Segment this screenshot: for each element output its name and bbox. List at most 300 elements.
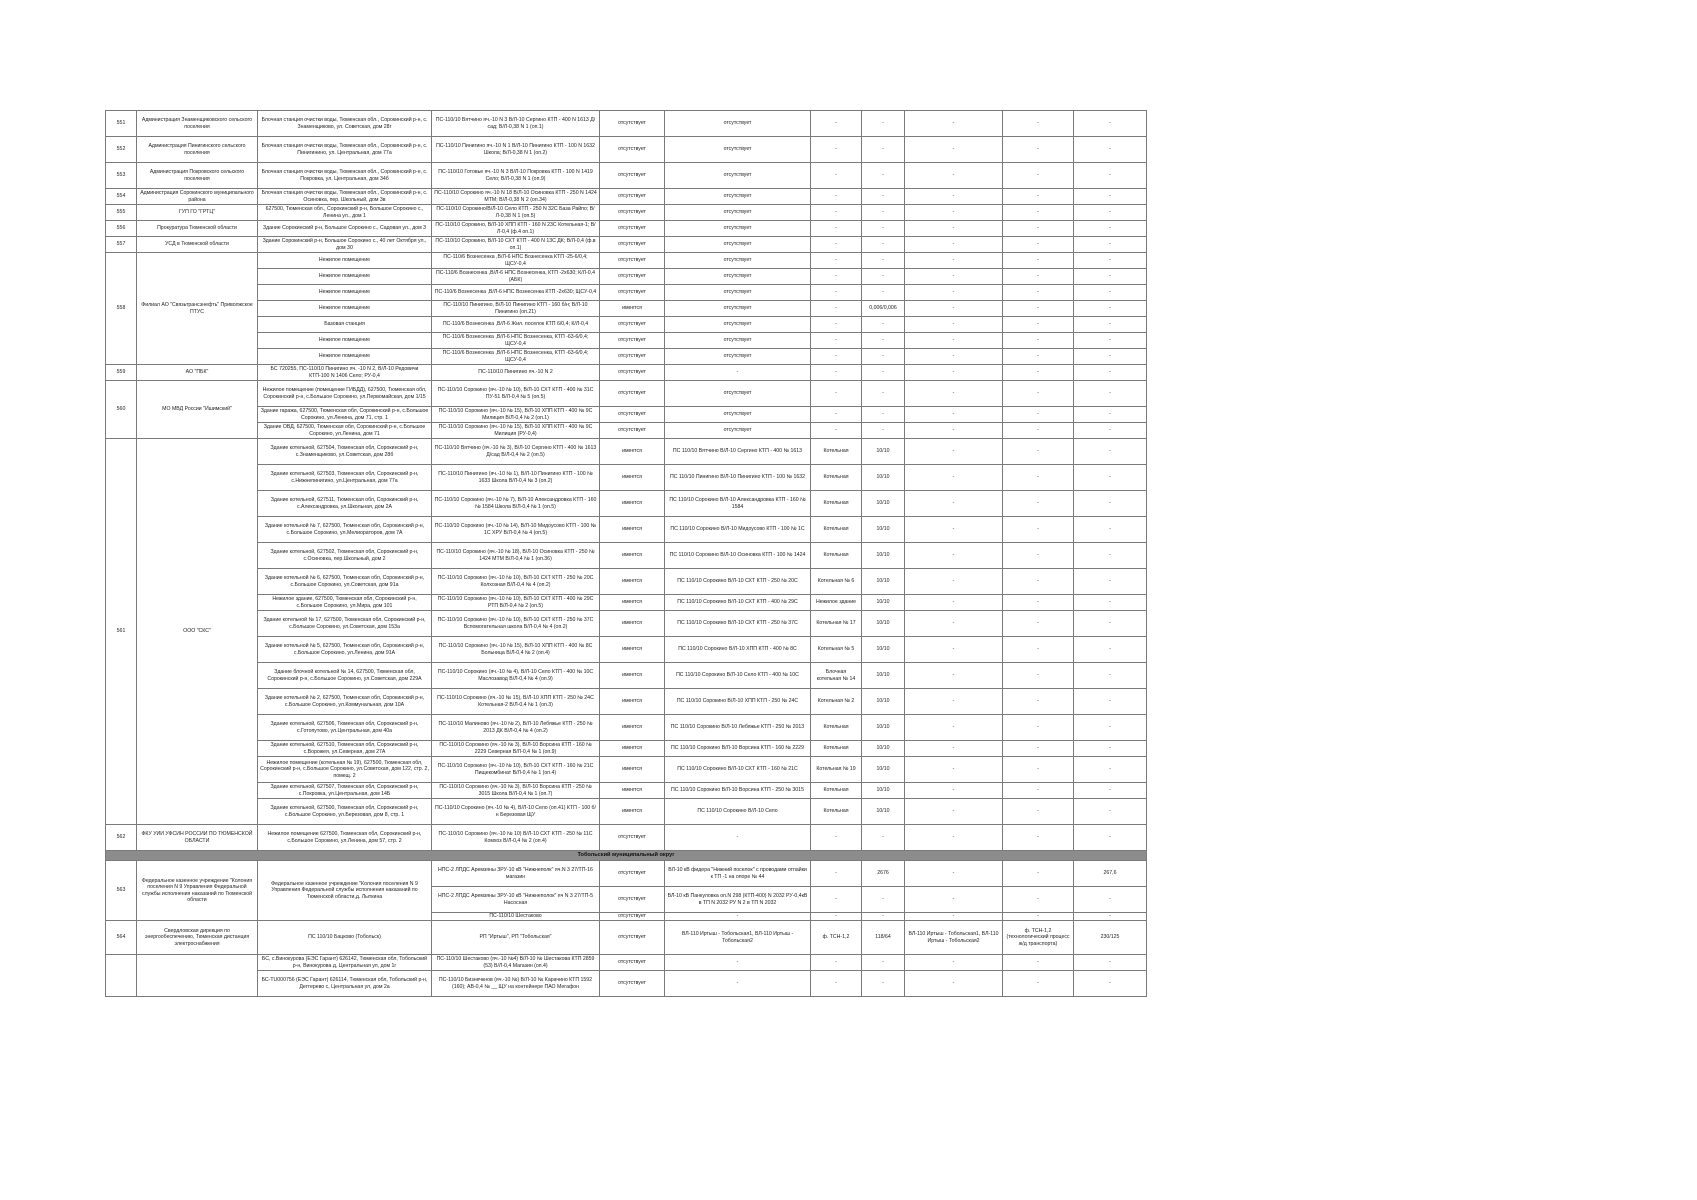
table-cell: Нежилое помещение (помещение ГИБДД), 627500, Тюменская обл, Сорокинский р-н, с.Большое Сорокино, ул.Первомайская, дом 1/15 <box>258 381 432 407</box>
data-table <box>105 110 1147 997</box>
table-cell: отсутствует <box>600 269 665 285</box>
table-cell: - <box>905 317 1003 333</box>
table-cell: - <box>905 333 1003 349</box>
table-cell: - <box>1074 757 1147 783</box>
table-cell: - <box>1003 783 1074 799</box>
table-cell: Здание котельной № 2, 627500, Тюменская обл, Сорокинский р-н, с.Большое Сорокино, ул.Коммунальная, дом 10А <box>258 689 432 715</box>
table-cell: 0,006/0,006 <box>862 301 905 317</box>
table-cell: отсутствует <box>600 205 665 221</box>
table-cell: 560 <box>106 381 137 439</box>
table-cell: - <box>1003 237 1074 253</box>
table-cell: ПС-110/10 Сорокино (яч.-10 № 10) В/Л-10 СХТ КТП - 250 № 11С Комхоз В/Л-0,4 № 2 (оп.4) <box>432 825 600 851</box>
table-cell: - <box>905 491 1003 517</box>
table-cell: - <box>905 269 1003 285</box>
table-row <box>106 637 1147 663</box>
table-cell: ПС-110/6 Вознесенка ,В/Л-6 НПС Вознесенка КТП -25-6/0,4; ЩСУ-0,4 <box>432 253 600 269</box>
table-cell: - <box>1003 611 1074 637</box>
table-cell: - <box>905 971 1003 997</box>
table-cell: ПС-110/10 Пинигино (яч.-10 № 1), В/Л-10 Пинигино КТП - 100 № 1633 Школа В/Л-0,4 № 3 (оп.2) <box>432 465 600 491</box>
table-cell: Здание котельной № 5, 627500, Тюменская обл, Сорокинский р-н, с.Большое Сорокино, ул.Ленина, дом 91А <box>258 637 432 663</box>
table-cell: - <box>811 407 862 423</box>
table-cell: - <box>1003 689 1074 715</box>
table-cell: Нежилое помещение (котельная № 19), 627500, Тюменская обл, Сорокинский р-н, с.Большое Сорокино, ул.Советская, дом 122, стр. 2, помещ. 2 <box>258 757 432 783</box>
table-cell: Базовая станция <box>258 317 432 333</box>
table-cell: - <box>811 163 862 189</box>
table-cell: отсутствует <box>600 825 665 851</box>
table-cell: Администрация Сорокинского муниципального района <box>137 189 258 205</box>
table-cell: - <box>811 301 862 317</box>
table-cell: Блочная станция очистки воды, Тюменская обл., Сорокинский р-н, с. Покровка, ул. Центральная, дом 34б <box>258 163 432 189</box>
table-cell: 2676 <box>862 861 905 887</box>
table-cell: 10/10 <box>862 595 905 611</box>
table-cell: УСД в Тюменской области <box>137 237 258 253</box>
table-cell: имеется <box>600 611 665 637</box>
table-cell: - <box>862 913 905 921</box>
table-cell: Здание котельной № 6, 627500, Тюменская обл, Сорокинский р-н, с.Большое Сорокино, ул.Советская, дом 91а <box>258 569 432 595</box>
table-row <box>106 285 1147 301</box>
table-cell: - <box>1074 163 1147 189</box>
table-cell: - <box>1003 189 1074 205</box>
table-cell: - <box>1074 111 1147 137</box>
table-row <box>106 741 1147 757</box>
table-cell: АО "ПБК" <box>137 365 258 381</box>
table-cell: МО МВД России "Ишимский" <box>137 381 258 439</box>
table-cell: - <box>1003 569 1074 595</box>
table-cell: Котельная <box>811 741 862 757</box>
table-cell: - <box>665 955 811 971</box>
table-cell: - <box>1074 301 1147 317</box>
table-cell: ПС-110/10 Сорокино (яч.-10 № 10), В/Л-10 СХТ КТП - 160 № 21С Пищекомбинат В/Л-0,4 № 1 (оп.4) <box>432 757 600 783</box>
table-row <box>106 921 1147 955</box>
table-cell: отсутствует <box>600 189 665 205</box>
table-cell: Здание блочной котельной № 14, 627500, Тюменская обл, Сорокинский р-н, с.Большое Сорокино, ул.Советская, дом 229А <box>258 663 432 689</box>
table-cell: - <box>811 861 862 887</box>
table-cell: ВЛ-110 Иртыш - Тобольская1, ВЛ-110 Иртыш - Тобольская2 <box>905 921 1003 955</box>
table-cell: отсутствует <box>665 237 811 253</box>
table-cell: - <box>905 349 1003 365</box>
table-cell: имеется <box>600 637 665 663</box>
table-cell: - <box>1003 491 1074 517</box>
table-cell: ПС-110/10 Сорокино/В/Л-10 Село КТП - 250 N 32С База Райпо; В/Л-0,38 N 1 (оп.5) <box>432 205 600 221</box>
table-cell: - <box>1074 955 1147 971</box>
table-cell: - <box>665 365 811 381</box>
table-cell: - <box>905 663 1003 689</box>
table-cell: Филиал АО "Связьтрансэнефть" Приволжское ПТУС <box>137 253 258 365</box>
table-cell: ПС 110/10 Пинигино В/Л-10 Пинигино КТП - 100 № 1632 <box>665 465 811 491</box>
table-cell: - <box>905 799 1003 825</box>
table-cell: Котельная <box>811 799 862 825</box>
table-cell: Здание котельной, 627504, Тюменская обл, Сорокинский р-н, с.Знаменщиково, ул.Советская, дом 28б <box>258 439 432 465</box>
table-cell: - <box>905 913 1003 921</box>
table-cell: ПС 110/10 Сорокино В/Л-10 ХПП КТП - 400 № 8С <box>665 637 811 663</box>
table-cell: - <box>905 689 1003 715</box>
table-cell: 558 <box>106 253 137 365</box>
table-cell: - <box>1074 285 1147 301</box>
table-cell: ПС-110/10 Сорокино, В/Л-10 ХПП КТП - 160 N 23С Котельная-1; В/Л-0,4 (ф.4 оп.1) <box>432 221 600 237</box>
table-cell: - <box>905 825 1003 851</box>
table-row <box>106 955 1147 971</box>
table-cell: ПС-110/6 Вознесенка ,В/Л-6 Жил. поселок КТП 6/0,4; К/Л-0,4 <box>432 317 600 333</box>
table-cell: НПС-2 ЛПДС Аремзяны ЗРУ-10 кВ "Нижнеполк" яч.N 3 27/ТП-16 магазин <box>432 861 600 887</box>
table-cell: - <box>1003 861 1074 887</box>
table-row <box>106 439 1147 465</box>
table-cell: 118/64 <box>862 921 905 955</box>
table-cell <box>106 955 137 997</box>
table-cell: - <box>811 111 862 137</box>
table-cell: - <box>905 365 1003 381</box>
table-cell: отсутствует <box>600 861 665 887</box>
table-cell: - <box>905 465 1003 491</box>
table-cell: Здание котельной, 627510, Тюменская обл, Сорокинский р-н, с.Ворожея, ул.Северная, дом 27А <box>258 741 432 757</box>
table-cell: отсутствует <box>665 253 811 269</box>
table-cell: - <box>811 887 862 913</box>
table-cell: - <box>1074 783 1147 799</box>
table-cell: - <box>862 825 905 851</box>
table-cell: - <box>862 163 905 189</box>
table-cell: - <box>905 637 1003 663</box>
table-cell: - <box>1074 365 1147 381</box>
table-cell: Администрация Покровского сельского поселения <box>137 163 258 189</box>
table-row <box>106 317 1147 333</box>
table-cell: Здание котельной, 627506, Тюменская обл, Сорокинский р-н, с.Готопутово, ул.Центральная, дом 40а <box>258 715 432 741</box>
table-cell: ПС 110/10 Сорокино В/Л-10 Село КТП - 400 № 10С <box>665 663 811 689</box>
table-cell: - <box>665 825 811 851</box>
table-row <box>106 253 1147 269</box>
table-row <box>106 221 1147 237</box>
table-cell: - <box>811 317 862 333</box>
table-cell: отсутствует <box>600 423 665 439</box>
table-cell: отсутствует <box>600 887 665 913</box>
table-cell: - <box>811 913 862 921</box>
table-cell: отсутствует <box>665 285 811 301</box>
table-cell: - <box>1003 637 1074 663</box>
table-cell: ВЛ-10 кВ фидера "Нижний поселок" с проводами отпайки к ТП -1 на опоре № 44 <box>665 861 811 887</box>
table-cell: отсутствует <box>665 163 811 189</box>
table-cell: 627500, Тюменская обл., Сорокинский р-н, Большое Сорокино с., Ленина ул., дом 1 <box>258 205 432 221</box>
table-cell: ПС-110/10 Сорокино (яч.-10 № 10), В/Л-10 СХТ КТП - 250 № 37С Вспомогательная школа В/Л-0,4 № 4 (оп.2) <box>432 611 600 637</box>
table-cell: имеется <box>600 689 665 715</box>
table-cell: имеется <box>600 543 665 569</box>
table-cell: - <box>862 381 905 407</box>
table-cell: - <box>1003 663 1074 689</box>
table-cell: 552 <box>106 137 137 163</box>
table-cell: - <box>1074 741 1147 757</box>
table-cell: имеется <box>600 439 665 465</box>
table-row <box>106 569 1147 595</box>
table-cell: - <box>862 205 905 221</box>
table-cell: отсутствует <box>665 205 811 221</box>
table-cell: - <box>905 163 1003 189</box>
table-cell: ПС 110/10 Сорокино В/Л-10 ХПП КТП - 250 № 24С <box>665 689 811 715</box>
table-row <box>106 851 1147 861</box>
table-cell: - <box>862 137 905 163</box>
table-cell: Здание котельной № 7, 627500, Тюменская обл, Сорокинский р-н, с.Большое Сорокино, ул.Мелиораторов, дом 7А <box>258 517 432 543</box>
table-cell: ВЛ-110 Иртыш - Тобольская1, ВЛ-110 Иртыш - Тобольская2 <box>665 921 811 955</box>
table-row <box>106 365 1147 381</box>
table-row <box>106 465 1147 491</box>
table-cell: отсутствует <box>665 221 811 237</box>
table-cell: - <box>1003 137 1074 163</box>
table-cell: - <box>905 407 1003 423</box>
table-cell: - <box>1003 205 1074 221</box>
table-cell: - <box>811 253 862 269</box>
spreadsheet-page <box>105 110 1147 997</box>
table-cell: НПС-2 ЛПДС Аремзяны ЗРУ-10 кВ "Нижнеполок" яч N 3 27/ТП-5 Насосная <box>432 887 600 913</box>
table-cell: - <box>1003 741 1074 757</box>
table-cell: ПС-110/10 Сорокино (яч.-10 № 15), В/Л-10 ХПП КТП - 400 № 9С Милиция (РУ-0,4) <box>432 423 600 439</box>
table-row <box>106 491 1147 517</box>
table-cell: - <box>1074 465 1147 491</box>
table-cell: Нежилое помещение <box>258 333 432 349</box>
table-row <box>106 423 1147 439</box>
table-cell: - <box>811 825 862 851</box>
table-cell: Котельная № 6 <box>811 569 862 595</box>
table-cell: - <box>811 349 862 365</box>
table-cell: - <box>905 569 1003 595</box>
table-cell: - <box>905 715 1003 741</box>
table-row <box>106 349 1147 365</box>
table-cell: - <box>1074 205 1147 221</box>
table-cell: ПС 110/10 Сорокино В/Л-10 Осиновка КТП - 100 № 1424 <box>665 543 811 569</box>
table-cell: - <box>862 333 905 349</box>
table-cell: - <box>1074 381 1147 407</box>
table-cell: - <box>905 439 1003 465</box>
table-cell: - <box>905 595 1003 611</box>
table-cell: отсутствует <box>600 333 665 349</box>
table-cell: ПС-110/10 Сорокино (яч.-10 № 3), В/Л-10 Ворсина КТП - 250 № 3015 Школа В/Л-0,4 № 1 (оп.7) <box>432 783 600 799</box>
table-cell: - <box>1003 301 1074 317</box>
table-cell: - <box>862 221 905 237</box>
table-cell: ПС-110/10 Сорокино (яч.-10 № 3), В/Л-10 Ворсина КТП - 160 № 2229 Северная В/Л-0,4 № 1 (оп.9) <box>432 741 600 757</box>
table-cell: ПС-110/10 Пинигино яч.-10 N 1 В/Л-10 Пинигино КТП - 100 N 1632 Школа; В/Л-0,38 N 1 (оп.2) <box>432 137 600 163</box>
table-cell: Блочная станция очистки воды, Тюменская обл., Сорокинский р-н, с. Знаменщиково, ул. Советская, дом 28г <box>258 111 432 137</box>
table-cell: Здание котельной, 627507, Тюменская обл, Сорокинский р-н, с.Покровка, ул.Центральная, дом 14Б <box>258 783 432 799</box>
table-cell: ПС-110/10 Вятчино яч.-10 N 3 В/Л-10 Сергино КТП - 400 N 1613 Д/сад; В/Л-0,38 N 1 (оп.1) <box>432 111 600 137</box>
table-cell: Нежилое помещение <box>258 253 432 269</box>
table-cell: - <box>1074 543 1147 569</box>
table-cell: - <box>1074 137 1147 163</box>
table-cell: ПС-110/10 Сорокино (яч.-10 № 10), В/Л-10 СХТ КТП - 250 № 20С Колхозная В/Л-0,4 № 4 (оп.2) <box>432 569 600 595</box>
table-cell: 10/10 <box>862 663 905 689</box>
table-cell: отсутствует <box>665 407 811 423</box>
table-cell: отсутствует <box>600 913 665 921</box>
table-cell: 10/10 <box>862 517 905 543</box>
table-cell: - <box>811 269 862 285</box>
table-cell: Котельная <box>811 715 862 741</box>
table-cell: ПС-110/10 Сорокино (яч.-10 № 15), В/Л-10 ХПП КТП - 400 № 8С Больница В/Л-0,4 № 2 (оп.4) <box>432 637 600 663</box>
table-cell: 10/10 <box>862 439 905 465</box>
table-cell: - <box>1074 611 1147 637</box>
table-cell: ПС-110/10 Бизнечкнов (яч.-10 №) В/Л-10 № Карачино КТП 1592 (160); АВ-0,4 № __ ЩУ на контейнере ПАО Мегафон <box>432 971 600 997</box>
table-cell: имеется <box>600 715 665 741</box>
table-cell: - <box>1074 491 1147 517</box>
table-cell: 551 <box>106 111 137 137</box>
table-cell: отсутствует <box>600 237 665 253</box>
table-cell: - <box>1074 971 1147 997</box>
table-cell: 10/10 <box>862 543 905 569</box>
table-cell: Прокуратура Тюменской области <box>137 221 258 237</box>
table-cell: ООО "СКС" <box>137 439 258 825</box>
table-row <box>106 715 1147 741</box>
table-cell: ПС-110/10 Шестаково (яч.-10 №4) В/Л-10 № Шестакова КТП 2859 (53) В/Л-0,4 Магазин (оп.4) <box>432 955 600 971</box>
table-cell: Блочная станция очистки воды, Тюменская обл., Сорокинский р-н, с. Пинигинино, ул. Центральная, дом 77а <box>258 137 432 163</box>
table-cell: Здание котельной, 627502, Тюменская обл, Сорокинский р-н, с.Осиновка, пер.Школьный, дом 2 <box>258 543 432 569</box>
table-cell: Нежилое помещение <box>258 285 432 301</box>
table-cell: ГУП ГО "ГРТЦ" <box>137 205 258 221</box>
table-cell: отсутствует <box>665 349 811 365</box>
table-cell: - <box>862 111 905 137</box>
table-cell: - <box>1074 269 1147 285</box>
table-cell: - <box>905 111 1003 137</box>
table-cell: Здание гаража, 627500, Тюменская обл, Сорокинский р-н, с.Большое Сорокино, ул.Ленина, дом 71, стр. 1 <box>258 407 432 423</box>
table-cell: - <box>1074 253 1147 269</box>
table-cell: - <box>862 407 905 423</box>
table-cell: ПС-110/10 Сорокино (яч.-10 № 14), В/Л-10 Мидоусово КТП - 100 № 1С ХРУ В/Л-0,4 № 4 (оп.5) <box>432 517 600 543</box>
table-cell: 10/10 <box>862 491 905 517</box>
table-cell: ПС-110/10 Сорокино (яч.-10 № 4), В/Л-10 Село КТП - 400 № 10С Маслозавод В/Л-0,4 № 4 (оп.9) <box>432 663 600 689</box>
table-cell: Котельная <box>811 783 862 799</box>
table-cell: ПС-110/10 Сорокино (яч.-10 № 4), В/Л-10 Село (оп.41) КТП - 100 б/н Березовая ЩУ <box>432 799 600 825</box>
table-cell: - <box>862 971 905 997</box>
table-cell: - <box>1003 407 1074 423</box>
table-cell: - <box>1074 715 1147 741</box>
table-cell: - <box>905 285 1003 301</box>
table-cell: - <box>1074 407 1147 423</box>
table-cell: отсутствует <box>600 971 665 997</box>
table-row <box>106 111 1147 137</box>
table-cell: РП "Иртыш", РП "Тобольская" <box>432 921 600 955</box>
table-cell: - <box>862 423 905 439</box>
table-cell: - <box>665 971 811 997</box>
table-cell: ПС-110/10 Сорокино (яч.-10 № 10), В/Л-10 СХТ КТП - 400 № 29С РТП В/Л-0,4 № 2 (оп.5) <box>432 595 600 611</box>
table-cell: - <box>862 887 905 913</box>
table-cell: - <box>1074 825 1147 851</box>
table-cell: - <box>905 611 1003 637</box>
table-cell: ПС-110/10 Сорокино (яч.-10 № 10), В/Л-10 СХТ КТП - 400 № 31С ПУ-51 В/Л-0,4 № 5 (оп.5) <box>432 381 600 407</box>
table-cell: - <box>905 221 1003 237</box>
table-row <box>106 407 1147 423</box>
table-row <box>106 163 1147 189</box>
table-cell: 10/10 <box>862 637 905 663</box>
table-cell: Нежилое помещение <box>258 349 432 365</box>
table-cell: - <box>1003 517 1074 543</box>
table-cell: - <box>811 423 862 439</box>
table-cell: - <box>811 221 862 237</box>
table-cell: - <box>1003 317 1074 333</box>
table-cell: ПС-110/6 Вознесенка ,В/Л-6 НПС Вознесенка, КТП -63-6/0,4; ЩСУ-0,4 <box>432 333 600 349</box>
table-cell: ПС 110/10 Сорокино В/Л-10 Александровка КТП - 160 № 1584 <box>665 491 811 517</box>
table-cell: - <box>862 189 905 205</box>
table-row <box>106 799 1147 825</box>
table-cell: Котельная № 17 <box>811 611 862 637</box>
table-cell: ПС 110/10 Сорокино В/Л-10 СХТ КТП - 250 № 37С <box>665 611 811 637</box>
table-row <box>106 663 1147 689</box>
table-cell: ПС-110/10 Шестаково <box>432 913 600 921</box>
table-cell: ПС-110/10 Пинигино, В/Л-10 Пинигино КТП - 160 б/н; В/Л-10 Пинигино (оп.21) <box>432 301 600 317</box>
table-cell: - <box>1074 349 1147 365</box>
table-cell: - <box>1074 799 1147 825</box>
table-cell: - <box>811 365 862 381</box>
table-cell: ПС 110/10 Бацково (Тобольск) <box>258 921 432 955</box>
table-cell: - <box>862 349 905 365</box>
table-cell: - <box>811 955 862 971</box>
table-cell: - <box>1003 111 1074 137</box>
table-cell: - <box>905 137 1003 163</box>
table-cell: Федеральное казенное учреждение "Колония поселения N 9 Управления Федеральной службы исполнения наказаний по Тюменской области <box>137 861 258 921</box>
table-row <box>106 189 1147 205</box>
table-cell: 10/10 <box>862 741 905 757</box>
table-cell: - <box>1074 569 1147 595</box>
table-cell: Нежилое помещение <box>258 301 432 317</box>
table-row <box>106 269 1147 285</box>
table-cell: - <box>862 253 905 269</box>
table-cell: - <box>1074 189 1147 205</box>
table-cell: 559 <box>106 365 137 381</box>
table-cell: ПС 110/10 Сорокино В/Л-10 Ворсина КТП - 160 № 2229 <box>665 741 811 757</box>
table-cell: ПС-110/10 Сорокино (яч.-10 № 7), В/Л-10 Александровка КТП - 160 № 1584 Школа В/Л-0,4 № 1 (оп.5) <box>432 491 600 517</box>
table-cell: - <box>1003 221 1074 237</box>
table-cell: - <box>905 189 1003 205</box>
table-cell: имеется <box>600 799 665 825</box>
table-cell: - <box>905 741 1003 757</box>
table-cell: ПС-110/10 Готовье яч.-10 N 3 В/Л-10 Покровка КТП - 100 N 1419 Село; В/Л-0,38 N 1 (оп.9) <box>432 163 600 189</box>
table-cell: Котельная № 5 <box>811 637 862 663</box>
table-row <box>106 381 1147 407</box>
table-cell: БС 720255, ПС-110/10 Пинигино яч. -10 N 2, В/Л-10 Редовичи КТП-100 N 1406 Село; РУ-0,4 <box>258 365 432 381</box>
table-cell: ПС 110/10 Сорокино В/Л-10 СХТ КТП - 160 № 21С <box>665 757 811 783</box>
table-cell: Котельная № 2 <box>811 689 862 715</box>
table-cell: - <box>1074 689 1147 715</box>
table-cell: - <box>1003 349 1074 365</box>
table-cell: - <box>1003 971 1074 997</box>
table-cell: БС-TU000756 (ЕЭС Гарант) 626114, Тюменская обл, Тобольский р-н, Дегтерево с, Центральная ул, дом 2а <box>258 971 432 997</box>
table-cell: 267,6 <box>1074 861 1147 887</box>
table-cell: 563 <box>106 861 137 921</box>
table-cell: - <box>1074 221 1147 237</box>
table-row <box>106 757 1147 783</box>
table-cell: - <box>1074 237 1147 253</box>
table-cell: - <box>1003 381 1074 407</box>
table-cell: - <box>1003 595 1074 611</box>
table-cell: 554 <box>106 189 137 205</box>
table-cell: ф. ТСН-1,2 (технологический процесс ж/д транспорта) <box>1003 921 1074 955</box>
table-cell: отсутствует <box>665 269 811 285</box>
table-cell: - <box>1074 423 1147 439</box>
table-cell: - <box>665 913 811 921</box>
table-cell: - <box>862 285 905 301</box>
table-cell: - <box>1003 757 1074 783</box>
table-cell: ПС-110/10 Малиново (яч.-10 № 2), В/Л-10 Лебяжье КТП - 250 № 2013 ДК В/Л-0,4 № 4 (оп.2) <box>432 715 600 741</box>
table-cell: - <box>1003 955 1074 971</box>
table-cell: - <box>862 317 905 333</box>
table-cell: ПС-110/10 Сорокино (яч.-10 № 15), В/Л-10 ХПП КТП - 250 № 24С Котельная-2 В/Л-0,4 № 1 (оп.3) <box>432 689 600 715</box>
table-cell: - <box>905 887 1003 913</box>
table-cell: - <box>1074 887 1147 913</box>
table-cell: отсутствует <box>665 317 811 333</box>
table-cell: имеется <box>600 301 665 317</box>
table-cell: - <box>905 423 1003 439</box>
table-cell: - <box>1003 285 1074 301</box>
table-cell: имеется <box>600 491 665 517</box>
table-cell: - <box>905 253 1003 269</box>
table-row <box>106 611 1147 637</box>
table-cell: отсутствует <box>665 333 811 349</box>
table-cell: имеется <box>600 663 665 689</box>
table-cell: - <box>811 971 862 997</box>
table-cell: - <box>1003 423 1074 439</box>
table-cell: - <box>1074 333 1147 349</box>
table-cell: отсутствует <box>600 163 665 189</box>
